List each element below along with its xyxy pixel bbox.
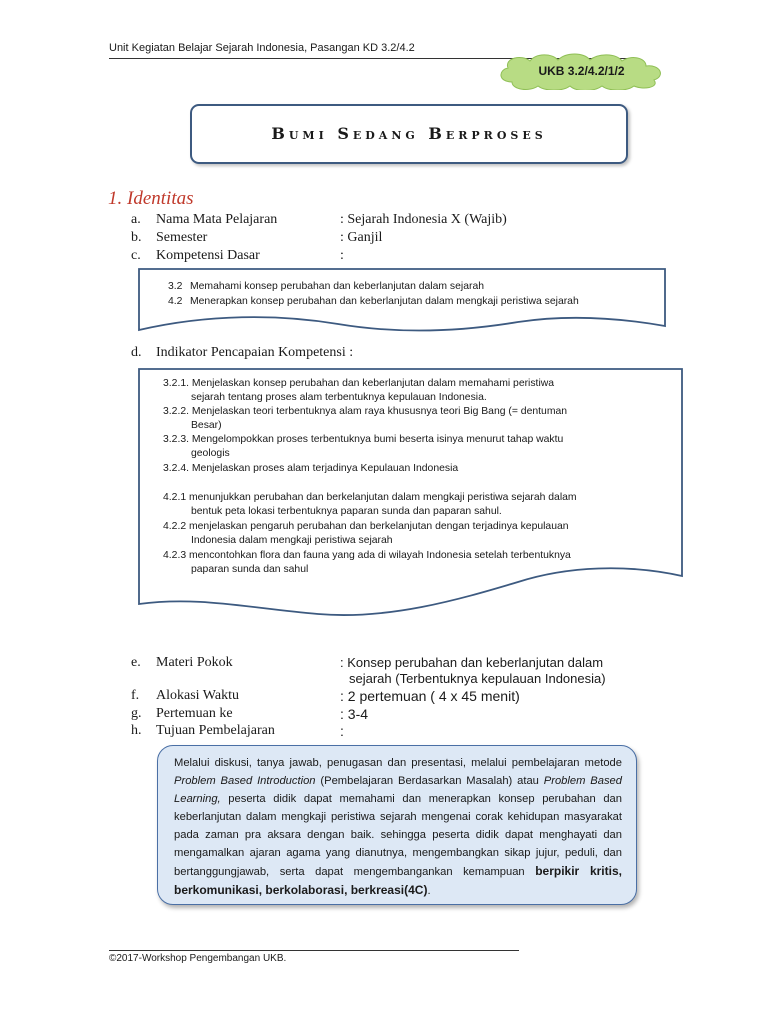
learning-goal-text xyxy=(174,754,622,900)
row-label: Alokasi Waktu xyxy=(156,688,239,703)
indicator-line: 3.2.4. Menjelaskan proses alam terjadinya Kepulauan Indonesia xyxy=(163,463,459,474)
row-label: Semester xyxy=(156,230,208,245)
title-box xyxy=(190,104,628,164)
learning-goal-box xyxy=(157,745,637,905)
footer-text: ©2017-Workshop Pengembangan UKB. xyxy=(109,953,287,964)
row-label: Nama Mata Pelajaran xyxy=(156,212,278,227)
indicator-line: 4.2.1 menunjukkan perubahan dan berkelanjutan dalam mengkaji peristiwa sejarah dalam xyxy=(163,492,577,503)
goal-method: Problem Based Introduction xyxy=(174,775,316,787)
competency-number: 3.2 xyxy=(168,281,183,292)
indicator-line: 3.2.1. Menjelaskan konsep perubahan dan keberlanjutan dalam memahami peristiwa xyxy=(163,378,555,389)
indicator-line: 3.2.3. Mengelompokkan proses terbentuknya bumi beserta isinya menurut tahap waktu xyxy=(163,434,564,445)
competency-item xyxy=(168,295,579,309)
section-heading: 1. Identitas xyxy=(108,188,194,209)
indicator-item xyxy=(163,377,676,405)
row-value: : 3-4 xyxy=(340,706,369,722)
row-letter: c. xyxy=(131,248,141,263)
indicator-item xyxy=(163,462,676,476)
indicator-item xyxy=(163,491,676,519)
row-label: Indikator Pencapaian Kompetensi : xyxy=(156,345,354,360)
row-letter: a. xyxy=(131,212,141,227)
footer-divider xyxy=(109,950,519,951)
row-value: : Konsep perubahan dan keberlanjutan dalam xyxy=(340,655,604,670)
indicator-line: 4.2.2 menjelaskan pengaruh perubahan dan berkelanjutan dengan terjadinya kepulauan xyxy=(163,521,569,532)
row-value: sejarah (Terbentuknya kepulauan Indonesia) xyxy=(349,671,606,686)
indicator-line: Indonesia dalam mengkaji peristiwa sejarah xyxy=(191,535,393,546)
row-value: : Ganjil xyxy=(340,230,383,245)
indicator-line: paparan sunda dan sahul xyxy=(191,564,309,575)
competency-item xyxy=(168,280,484,294)
ukb-badge-label: UKB 3.2/4.2/1/2 xyxy=(538,64,625,78)
indicator-item xyxy=(163,433,676,461)
row-value: : 2 pertemuan ( 4 x 45 menit) xyxy=(340,688,520,704)
row-letter: f. xyxy=(131,688,140,703)
row-label: Pertemuan ke xyxy=(156,706,233,721)
goal-text-part: Melalui diskusi, tanya jawab, penugasan dan presentasi, melalui pembelajaran metode xyxy=(174,757,622,769)
header-text: Unit Kegiatan Belajar Sejarah Indonesia, Pasangan KD 3.2/4.2 xyxy=(109,42,415,54)
indicator-line: 3.2.2. Menjelaskan teori terbentuknya alam raya khususnya teori Big Bang (= dentuman xyxy=(163,406,568,417)
row-value: : Sejarah Indonesia X (Wajib) xyxy=(340,212,507,227)
competency-number: 4.2 xyxy=(168,296,183,307)
indicator-line: 4.2.3 mencontohkan flora dan fauna yang ada di wilayah Indonesia setelah terbentuknya xyxy=(163,550,571,561)
row-letter: e. xyxy=(131,655,141,670)
competency-text: Menerapkan konsep perubahan dan keberlanjutan dalam mengkaji peristiwa sejarah xyxy=(190,296,579,307)
goal-text-part: . xyxy=(427,885,431,897)
indicator-line: geologis xyxy=(191,448,230,459)
indicator-line: Besar) xyxy=(191,420,222,431)
indicator-item xyxy=(163,405,676,433)
row-letter: h. xyxy=(131,723,142,738)
indicator-item xyxy=(163,549,676,577)
goal-text-part: (Pembelajaran Berdasarkan Masalah) atau xyxy=(315,775,544,787)
goal-skills: berpikir kritis, berkomunikasi, berkolaborasi, berkreasi(4C) xyxy=(174,864,622,897)
ukb-badge xyxy=(494,52,669,90)
row-value: : xyxy=(340,723,344,739)
competency-text: Memahami konsep perubahan dan keberlanjutan dalam sejarah xyxy=(190,281,485,292)
row-letter: g. xyxy=(131,706,142,721)
goal-method: Problem Based Learning, xyxy=(174,775,622,805)
row-letter: d. xyxy=(131,345,142,360)
page-title: Bumi Sedang Berproses xyxy=(271,124,547,143)
row-letter: b. xyxy=(131,230,142,245)
row-label: Tujuan Pembelajaran xyxy=(156,723,275,738)
indicator-line: sejarah tentang proses alam terbentuknya kepulauan Indonesia. xyxy=(191,392,487,403)
row-value: : xyxy=(340,248,344,263)
indicator-item xyxy=(163,520,676,548)
row-label: Materi Pokok xyxy=(156,655,233,670)
row-label: Kompetensi Dasar xyxy=(156,248,260,263)
indicator-line: bentuk peta lokasi terbentuknya paparan sunda dan paparan sahul. xyxy=(191,506,502,517)
goal-text-part: peserta didik dapat memahami dan menerapkan konsep perubahan dan keberlanjutan dalam mengkaji peristiwa sejarah mengenai corak kehidupan masyarakat pada zaman pra aksara dengan baik. sehingga peserta didik dapat menghayati dan mengamalkan ajaran agama yang dianutnya, mengembangkan sikap jujur, peduli, dan bertanggungjawab, serta dapat mengembangankan kemampuan xyxy=(174,793,622,878)
